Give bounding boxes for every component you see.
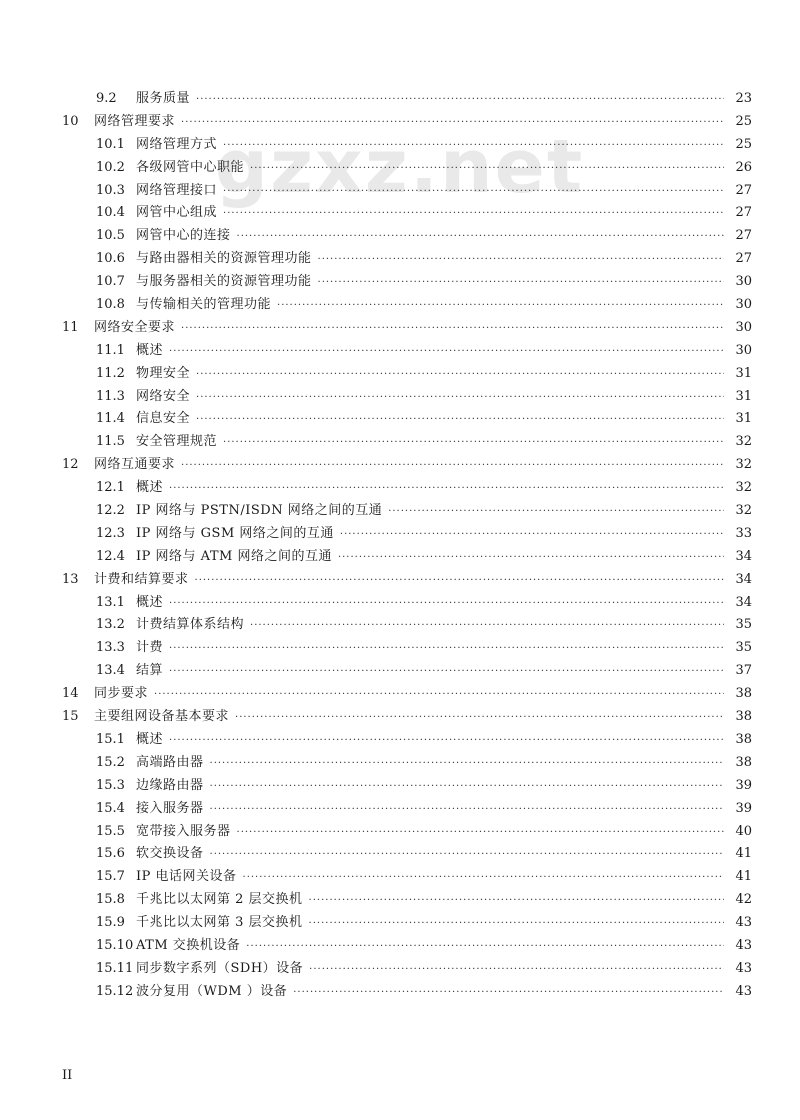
toc-entry[interactable]: [62, 454, 752, 477]
toc-entry-page: 41: [735, 869, 752, 885]
toc-entry-title: IP 网络与 PSTN/ISDN 网络之间的互通: [136, 503, 383, 519]
toc-entry[interactable]: [62, 180, 752, 203]
toc-entry-title: 主要组网设备基本要求: [94, 709, 230, 725]
toc-entry-title: 接入服务器: [136, 800, 204, 816]
toc-entry-title: 与服务器相关的资源管理功能: [136, 274, 312, 290]
toc-entry-title: 高端路由器: [136, 754, 204, 770]
toc-entry-number: 14: [62, 686, 79, 702]
toc-entry-number: 10.5: [96, 228, 125, 244]
toc-entry-page: 26: [735, 159, 752, 175]
toc-entry-title: 概述: [136, 480, 164, 496]
toc-entry-number: 15.4: [96, 800, 125, 816]
toc-entry[interactable]: [62, 408, 752, 431]
toc-entry-page: 25: [735, 136, 752, 152]
dot-leader: [196, 89, 724, 112]
dot-leader: [223, 181, 724, 204]
dot-leader: [196, 409, 724, 432]
toc-entry-page: 27: [735, 205, 752, 221]
dot-leader: [277, 295, 724, 318]
toc-entry-page: 38: [735, 686, 752, 702]
dot-leader: [169, 730, 724, 753]
toc-entry[interactable]: [62, 546, 752, 569]
toc-entry[interactable]: [62, 294, 752, 317]
toc-entry[interactable]: [62, 523, 752, 546]
toc-entry[interactable]: [62, 752, 752, 775]
toc-entry-number: 15.1: [96, 731, 125, 747]
toc-entry-title: 网络管理要求: [94, 113, 176, 129]
toc-entry-number: 10: [62, 113, 79, 129]
toc-entry[interactable]: [62, 363, 752, 386]
toc-entry-title: ATM 交换机设备: [136, 937, 241, 953]
toc-entry[interactable]: [62, 683, 752, 706]
dot-leader: [388, 501, 724, 524]
toc-entry-number: 15.6: [96, 846, 125, 862]
dot-leader: [169, 593, 724, 616]
dot-leader: [309, 913, 724, 936]
toc-entry-number: 10.3: [96, 182, 125, 198]
dot-leader: [169, 341, 724, 364]
page-number-footer: II: [62, 1068, 73, 1083]
toc-entry-page: 33: [735, 525, 752, 541]
toc-entry-page: 32: [735, 457, 752, 473]
toc-entry-title: 安全管理规范: [136, 434, 218, 450]
toc-entry[interactable]: [62, 935, 752, 958]
toc-entry-title: 同步数字系列（SDH）设备: [136, 960, 304, 976]
dot-leader: [237, 226, 724, 249]
dot-leader: [210, 799, 724, 822]
toc-entry-page: 32: [735, 434, 752, 450]
toc-entry-title: 网络安全: [136, 388, 191, 404]
toc-entry[interactable]: [62, 248, 752, 271]
toc-entry[interactable]: [62, 134, 752, 157]
dot-leader: [235, 707, 724, 730]
toc-entry-number: 12.4: [96, 548, 125, 564]
toc-entry-number: 10.2: [96, 159, 125, 175]
toc-entry[interactable]: [62, 386, 752, 409]
toc-entry-title: 波分复用（WDM ）设备: [136, 983, 288, 999]
toc-entry[interactable]: [62, 912, 752, 935]
toc-entry-number: 11.4: [96, 411, 125, 427]
toc-entry-title: 信息安全: [136, 411, 191, 427]
toc-entry[interactable]: [62, 843, 752, 866]
toc-entry-title: 网管中心的连接: [136, 228, 231, 244]
toc-entry[interactable]: [62, 958, 752, 981]
toc-entry[interactable]: [62, 271, 752, 294]
toc-entry-title: 物理安全: [136, 365, 191, 381]
toc-entry-number: 10.4: [96, 205, 125, 221]
toc-entry-number: 15.11: [96, 960, 134, 976]
toc-entry[interactable]: [62, 798, 752, 821]
toc-entry-number: 11.1: [96, 342, 125, 358]
toc-entry-page: 43: [735, 960, 752, 976]
dot-leader: [223, 432, 724, 455]
dot-leader: [340, 524, 724, 547]
toc-entry-page: 27: [735, 228, 752, 244]
toc-entry-number: 12.1: [96, 480, 125, 496]
toc-entry[interactable]: [62, 202, 752, 225]
toc-entry-title: 计费和结算要求: [94, 571, 189, 587]
toc-entry[interactable]: [62, 614, 752, 637]
toc-entry-number: 12.3: [96, 525, 125, 541]
toc-entry-number: 11: [62, 319, 79, 335]
toc-entry-page: 32: [735, 480, 752, 496]
dot-leader: [309, 890, 724, 913]
toc-entry-page: 34: [735, 571, 752, 587]
dot-leader: [169, 478, 724, 501]
toc-entry[interactable]: [62, 775, 752, 798]
toc-entry[interactable]: [62, 706, 752, 729]
toc-entry-number: 10.6: [96, 251, 125, 267]
toc-entry[interactable]: [62, 592, 752, 615]
toc-entry-title: 计费: [136, 640, 164, 656]
toc-entry-page: 30: [735, 297, 752, 313]
dot-leader: [223, 203, 724, 226]
toc-entry[interactable]: [62, 729, 752, 752]
toc-entry[interactable]: [62, 88, 752, 111]
toc-entry-title: 软交换设备: [136, 846, 204, 862]
toc-entry-number: 15.7: [96, 869, 125, 885]
toc-entry-number: 15: [62, 709, 79, 725]
toc-entry-title: 网络管理接口: [136, 182, 218, 198]
toc-entry[interactable]: [62, 569, 752, 592]
toc-entry-number: 10.7: [96, 274, 125, 290]
dot-leader: [338, 547, 724, 570]
toc-entry-page: 39: [735, 800, 752, 816]
toc-entry[interactable]: [62, 111, 752, 134]
toc-entry-number: 9.2: [96, 91, 117, 106]
toc-entry-page: 34: [735, 594, 752, 610]
toc-entry-page: 38: [735, 709, 752, 725]
toc-entry-page: 40: [735, 823, 752, 839]
toc-entry[interactable]: [62, 500, 752, 523]
dot-leader: [309, 959, 724, 982]
toc-entry-number: 13: [62, 571, 79, 587]
dot-leader: [250, 615, 724, 638]
toc-entry-number: 13.2: [96, 617, 125, 633]
toc-entry-title: IP 网络与 ATM 网络之间的互通: [136, 548, 332, 564]
toc-entry-page: 30: [735, 274, 752, 290]
toc-entry[interactable]: [62, 431, 752, 454]
toc-entry-page: 43: [735, 937, 752, 953]
toc-entry-page: 37: [735, 663, 752, 679]
toc-entry-page: 31: [735, 365, 752, 381]
dot-leader: [223, 135, 724, 158]
toc-entry-page: 38: [735, 754, 752, 770]
dot-leader: [169, 638, 724, 661]
toc-entry-title: 概述: [136, 342, 164, 358]
toc-entry-number: 13.4: [96, 663, 125, 679]
dot-leader: [181, 112, 724, 135]
dot-leader: [318, 249, 724, 272]
toc-entry-title: 结算: [136, 663, 164, 679]
dot-leader: [181, 455, 724, 478]
toc-entry-page: 25: [735, 113, 752, 129]
toc-entry-title: 概述: [136, 731, 164, 747]
dot-leader: [237, 822, 724, 845]
dot-leader: [195, 570, 724, 593]
toc-entry[interactable]: [62, 225, 752, 248]
toc-entry[interactable]: [62, 889, 752, 912]
toc-entry-number: 15.2: [96, 754, 125, 770]
toc-entry-page: 30: [735, 319, 752, 335]
toc-entry-page: 30: [735, 342, 752, 358]
toc-entry-page: 23: [735, 91, 752, 106]
toc-entry[interactable]: [62, 981, 752, 1004]
toc-entry-page: 38: [735, 731, 752, 747]
toc-entry-number: 15.9: [96, 915, 125, 931]
toc-entry-title: 概述: [136, 594, 164, 610]
toc-entry-number: 15.3: [96, 777, 125, 793]
toc-entry[interactable]: [62, 821, 752, 844]
toc-entry-page: 39: [735, 777, 752, 793]
toc-entry-number: 11.3: [96, 388, 125, 404]
dot-leader: [169, 661, 724, 684]
toc-entry-title: 网管中心组成: [136, 205, 218, 221]
toc-entry-number: 15.5: [96, 823, 125, 839]
dot-leader: [318, 272, 724, 295]
toc-entry-page: 35: [735, 617, 752, 633]
toc-entry-page: 27: [735, 182, 752, 198]
toc-entry-title: 边缘路由器: [136, 777, 204, 793]
toc-entry-number: 12.2: [96, 503, 125, 519]
toc-entry-title: 与传输相关的管理功能: [136, 297, 272, 313]
toc-entry[interactable]: [62, 340, 752, 363]
toc-entry-number: 15.12: [96, 983, 134, 999]
toc-entry-number: 10.8: [96, 297, 125, 313]
toc-entry-page: 42: [735, 892, 752, 908]
toc-entry-number: 15.10: [96, 937, 134, 953]
table-of-contents: [62, 88, 752, 1004]
toc-entry-title: 千兆比以太网第 3 层交换机: [136, 915, 303, 931]
toc-entry-number: 15.8: [96, 892, 125, 908]
toc-entry-page: 43: [735, 915, 752, 931]
toc-entry[interactable]: [62, 637, 752, 660]
toc-entry[interactable]: [62, 317, 752, 340]
toc-entry-title: 宽带接入服务器: [136, 823, 231, 839]
toc-entry-page: 31: [735, 411, 752, 427]
toc-entry-page: 35: [735, 640, 752, 656]
toc-entry-title: IP 网络与 GSM 网络之间的互通: [136, 525, 334, 541]
dot-leader: [210, 844, 724, 867]
toc-entry-title: 千兆比以太网第 2 层交换机: [136, 892, 303, 908]
dot-leader: [250, 158, 724, 181]
toc-entry-title: 网络互通要求: [94, 457, 176, 473]
toc-entry-page: 32: [735, 503, 752, 519]
toc-entry[interactable]: [62, 866, 752, 889]
toc-entry-page: 41: [735, 846, 752, 862]
toc-entry-title: 与路由器相关的资源管理功能: [136, 251, 312, 267]
toc-entry[interactable]: [62, 477, 752, 500]
dot-leader: [196, 364, 724, 387]
toc-entry-title: 各级网管中心职能: [136, 159, 245, 175]
toc-entry-number: 11.2: [96, 365, 125, 381]
toc-entry-page: 27: [735, 251, 752, 267]
toc-entry[interactable]: [62, 157, 752, 180]
toc-entry-number: 13.3: [96, 640, 125, 656]
toc-entry-title: 网络安全要求: [94, 319, 176, 335]
watermark: gzxz.net: [215, 124, 585, 210]
toc-entry-number: 13.1: [96, 594, 125, 610]
dot-leader: [196, 387, 724, 410]
toc-entry-number: 12: [62, 457, 79, 473]
toc-entry-page: 43: [735, 983, 752, 999]
toc-entry-number: 10.1: [96, 136, 125, 152]
toc-entry-title: 网络管理方式: [136, 136, 218, 152]
toc-entry-title: 计费结算体系结构: [136, 617, 245, 633]
toc-entry-number: 11.5: [96, 434, 125, 450]
toc-entry-title: IP 电话网关设备: [136, 869, 237, 885]
toc-entry-page: 34: [735, 548, 752, 564]
dot-leader: [293, 982, 724, 1005]
toc-entry-page: 31: [735, 388, 752, 404]
dot-leader: [154, 684, 724, 707]
dot-leader: [181, 318, 724, 341]
dot-leader: [243, 867, 724, 890]
toc-entry[interactable]: [62, 660, 752, 683]
toc-entry-title: 同步要求: [94, 686, 149, 702]
dot-leader: [246, 936, 724, 959]
toc-entry-title: 服务质量: [136, 91, 191, 106]
dot-leader: [210, 776, 724, 799]
dot-leader: [210, 753, 724, 776]
